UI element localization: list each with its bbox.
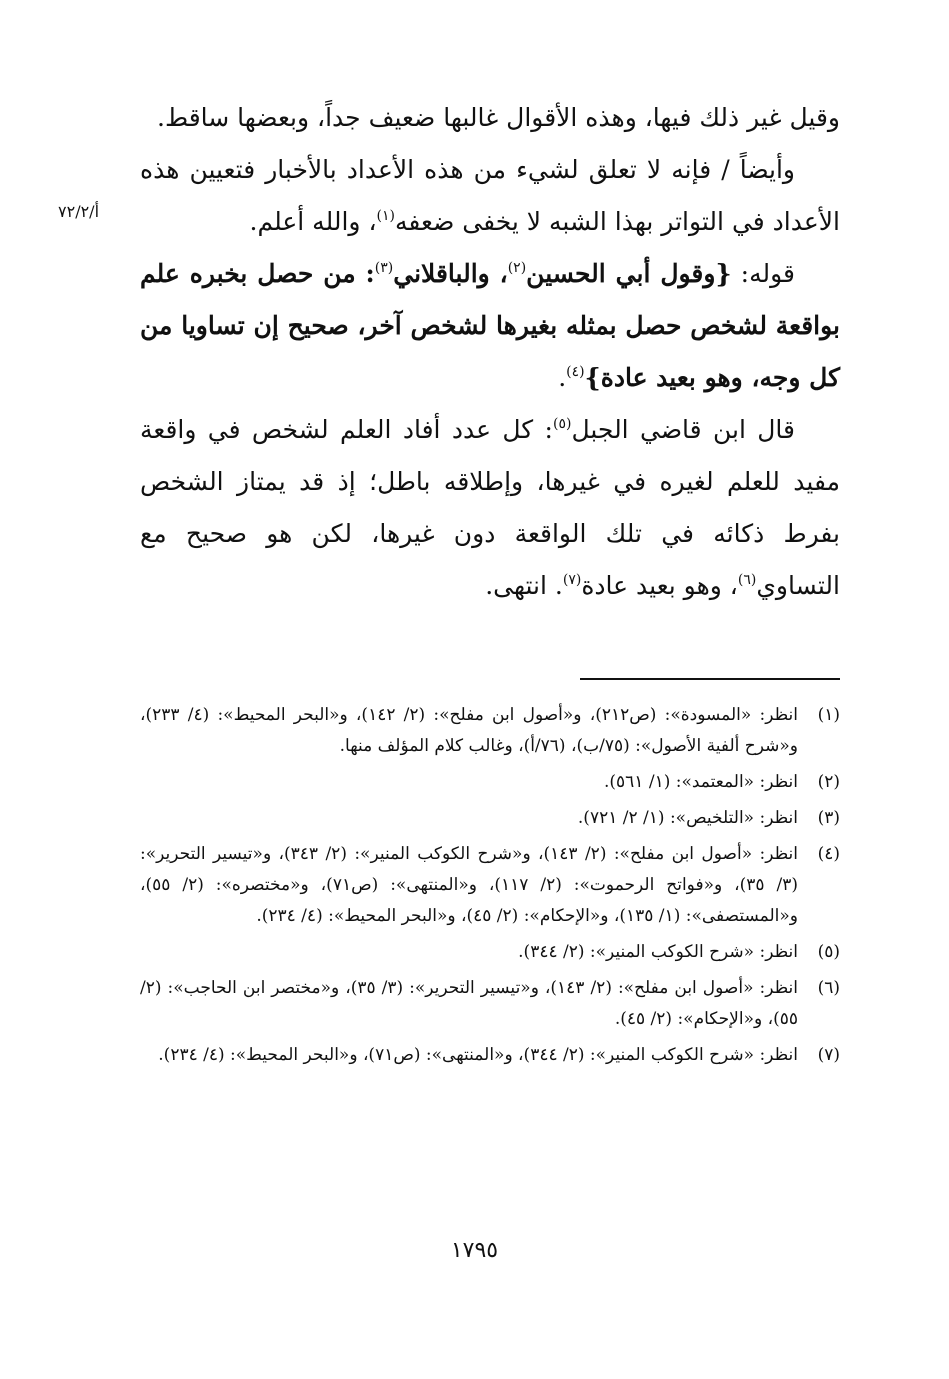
footnote-text: انظر: «أصول ابن مفلح»: (٢/ ١٤٣)، و«شرح الكوكب المنير»: (٢/ ٣٤٣)، و«تيسير التحرير»: (٣/ ٣٥)، و«فواتح الرحموت»: (٢/ ١١٧)، و«المنتهى»: (ص٧١)، و«مختصره»: (٢/ ٥٥)، و«المستصفى»: (١/ ١٣٥)، و«الإحكام»: (٢/ ٤٥)، و«البحر المحيط»: (٤/ ٢٣٤). [140, 844, 798, 926]
page-number: ١٧٩٥ [450, 1238, 499, 1263]
footnote-text: انظر: «شرح الكوكب المنير»: (٢/ ٣٤٤). [518, 942, 798, 962]
footnote-number: (٣) [817, 808, 840, 828]
footnote-number: (٢) [817, 772, 840, 792]
footnote-number: (١) [817, 705, 840, 725]
footnote [140, 700, 840, 762]
footnote [140, 937, 840, 968]
footnote-number: (٤) [817, 844, 840, 864]
footnote-ref: (٧) [562, 572, 582, 588]
text-run: ، والله أعلم. [249, 207, 377, 236]
footnote-text: انظر: «المسودة»: (ص٢١٢)، و«أصول ابن مفلح»: (٢/ ١٤٢)، و«البحر المحيط»: (٤/ ٢٣٣)، و«شرح ألفية الأصول»: (٧٥/ب)، (٧٦/أ)، وغالب كلام المؤلف منها. [140, 705, 799, 756]
footnote-ref: (٣) [374, 260, 394, 276]
footnote-ref: (٢) [507, 260, 527, 276]
footnote-separator [580, 678, 840, 680]
text-run: : كل عدد أفاد العلم لشخص في واقعة مفيد للعلم لغيره في غيرها، وإطلاقه باطل؛ إذ قد يمتاز الشخص بفرط ذكائه في تلك الواقعة دون غيرها، لكن هو صحيح مع التساوي [140, 415, 840, 600]
quoted-text-bold: {وقول أبي الحسين [526, 259, 732, 288]
footnote-number: (٧) [817, 1045, 840, 1065]
margin-folio-marker: أ/٧٢/٢ [58, 202, 100, 221]
text-run: قوله: [731, 259, 795, 288]
footnote-ref: (١) [376, 208, 395, 224]
paragraph [140, 144, 840, 248]
footnote [140, 1040, 840, 1071]
paragraph [140, 92, 840, 144]
footnote-number: (٦) [817, 978, 840, 998]
footnotes [140, 700, 840, 1076]
text-run: . انتهى. [485, 571, 563, 600]
footnote-ref: (٤) [566, 364, 585, 380]
paragraph [140, 248, 840, 404]
footnote [140, 803, 840, 834]
footnote-number: (٥) [817, 942, 840, 962]
paragraph [140, 404, 840, 612]
footnote [140, 767, 840, 798]
footnote [140, 973, 840, 1035]
quoted-text-bold: : من حصل بخبره علم بواقعة لشخص حصل بمثله بغيرها لشخص آخر، صحيح إن تساويا من كل وجه، وهو بعيد عادة} [140, 259, 840, 392]
footnote-text: انظر: «التلخيص»: (١/ ٢/ ٧٢١). [577, 808, 798, 828]
text-run: وقيل غير ذلك فيها، وهذه الأقوال غالبها ضعيف جداً، وبعضها ساقط. [157, 103, 840, 132]
footnote [140, 839, 840, 932]
footnote-text: انظر: «أصول ابن مفلح»: (٢/ ١٤٣)، و«تيسير التحرير»: (٣/ ٣٥)، و«مختصر ابن الحاجب»: (٢/ ٥٥)، و«الإحكام»: (٢/ ٤٥). [140, 978, 798, 1029]
footnote-ref: (٥) [552, 416, 572, 432]
text-run: ، وهو بعيد عادة [581, 571, 738, 600]
text-run: قال ابن قاضي الجبل [571, 415, 795, 444]
footnote-text: انظر: «المعتمد»: (١/ ٥٦١). [603, 772, 798, 792]
text-run: وأيضاً / فإنه لا تعلق لشيء من هذه الأعداد بالأخبار فتعيين هذه الأعداد في التواتر بهذا الشبه لا يخفى ضعفه [140, 155, 840, 236]
text-run: . [558, 363, 567, 392]
main-text [140, 92, 840, 612]
footnote-text: انظر: «شرح الكوكب المنير»: (٢/ ٣٤٤)، و«المنتهى»: (ص٧١)، و«البحر المحيط»: (٤/ ٢٣٤). [158, 1045, 798, 1065]
footnote-ref: (٦) [737, 572, 757, 588]
quoted-text-bold: ، والباقلاني [393, 259, 508, 288]
